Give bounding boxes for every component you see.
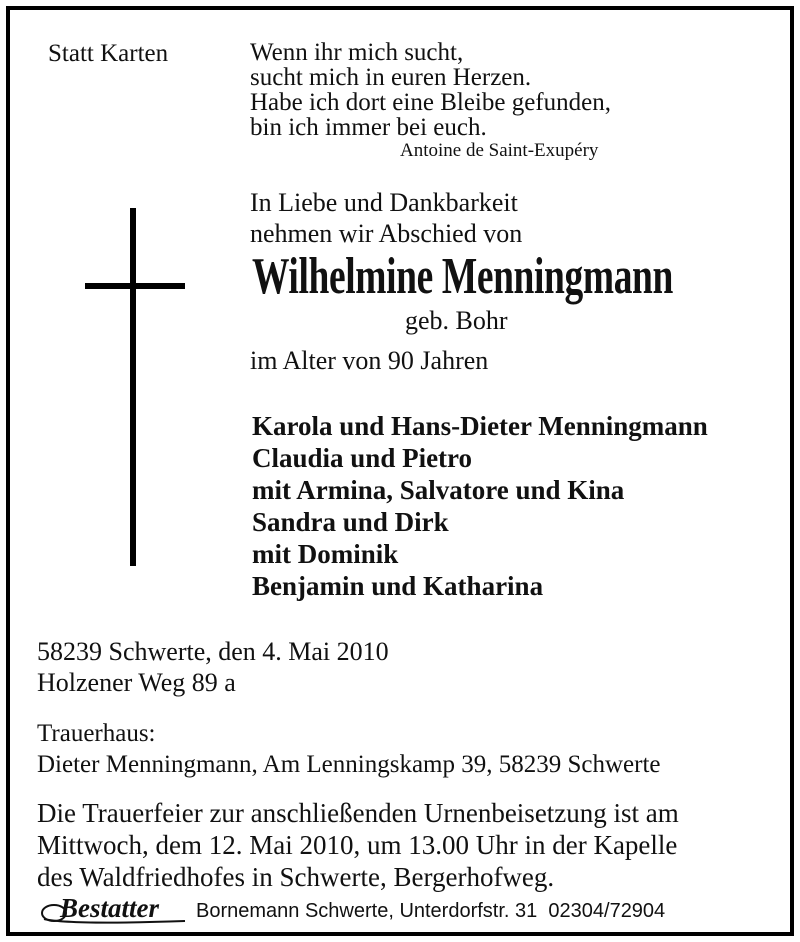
family-line: mit Dominik <box>252 539 399 569</box>
ceremony-line: Mittwoch, dem 12. Mai 2010, um 13.00 Uhr in der Kapelle <box>37 830 678 860</box>
address-line: 58239 Schwerte, den 4. Mai 2010 <box>37 637 389 666</box>
cross-icon <box>130 208 136 566</box>
intro-text <box>250 187 522 249</box>
family-line: Claudia und Pietro <box>252 443 473 473</box>
poem-author: Antoine de Saint-Exupéry <box>400 140 599 161</box>
trauerhaus-block <box>37 718 661 780</box>
family-line: Benjamin und Katharina <box>252 571 544 601</box>
trauerhaus-value: Dieter Menningmann, Am Lenningskamp 39, 58239 Schwerte <box>37 751 661 778</box>
address-block <box>37 636 389 698</box>
bestatter-logo-word: Bestatter <box>60 893 159 923</box>
footer-text: Bornemann Schwerte, Unterdorfstr. 31 02304/72904 <box>196 899 666 922</box>
poem-line: Wenn ihr mich sucht, <box>250 39 464 66</box>
ceremony-line: des Waldfriedhofes in Schwerte, Bergerhofweg. <box>37 862 555 892</box>
deceased-name: Wilhelmine Menningmann <box>252 248 673 305</box>
poem-line: sucht mich in euren Herzen. <box>250 64 532 91</box>
poem-line: bin ich immer bei euch. <box>250 114 487 141</box>
ceremony-block <box>37 797 679 893</box>
age-text: im Alter von 90 Jahren <box>250 346 489 375</box>
birth-name: geb. Bohr <box>405 306 508 335</box>
ceremony-line: Die Trauerfeier zur anschließenden Urnenbeisetzung ist am <box>37 798 679 828</box>
family-line: Karola und Hans-Dieter Menningmann <box>252 411 708 441</box>
statt-karten-label: Statt Karten <box>48 40 169 67</box>
trauerhaus-label: Trauerhaus: <box>37 720 156 747</box>
poem <box>250 40 611 140</box>
intro-line: nehmen wir Abschied von <box>250 219 523 248</box>
family-list <box>252 410 708 602</box>
family-line: mit Armina, Salvatore und Kina <box>252 475 625 505</box>
obituary-frame <box>6 6 794 936</box>
intro-line: In Liebe und Dankbarkeit <box>250 188 518 217</box>
family-line: Sandra und Dirk <box>252 507 449 537</box>
bestatter-logo <box>40 895 190 927</box>
address-line: Holzener Weg 89 a <box>37 668 236 697</box>
cross-icon-bar <box>85 283 185 289</box>
footer <box>40 893 666 926</box>
poem-line: Habe ich dort eine Bleibe gefunden, <box>250 89 611 116</box>
